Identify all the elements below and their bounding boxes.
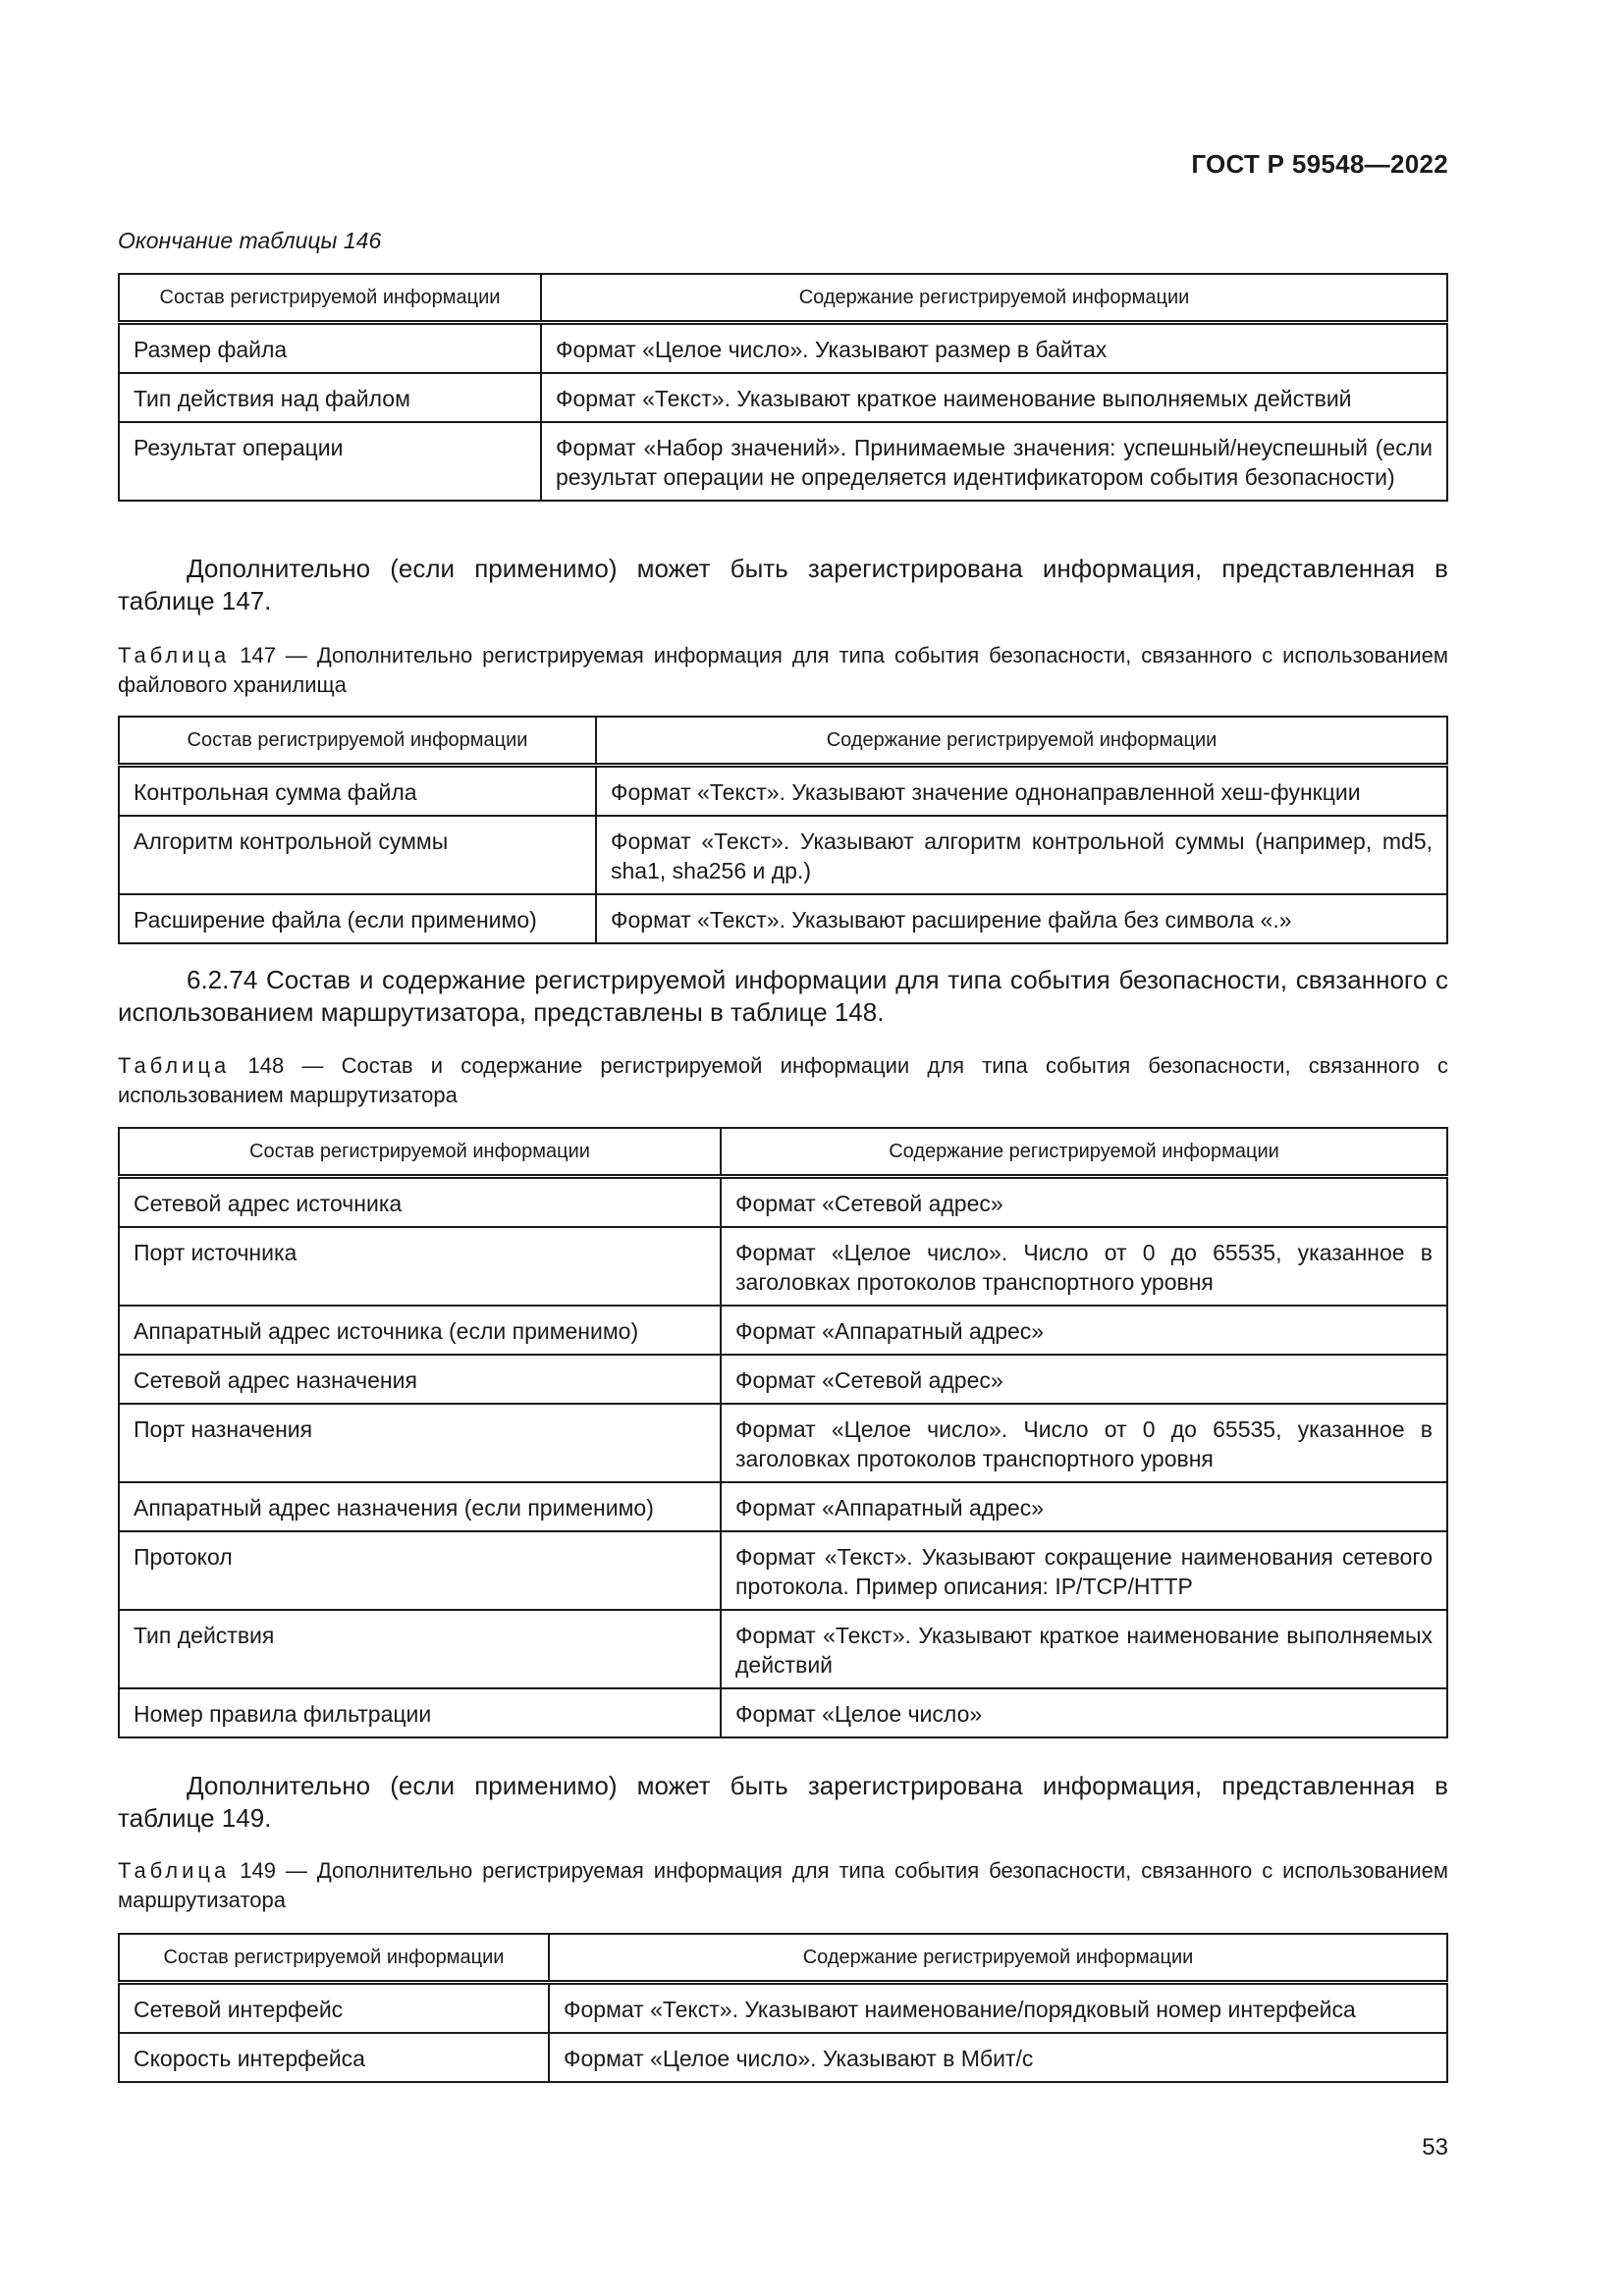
table-row: [119, 2033, 1447, 2082]
table-row: [119, 1404, 1447, 1482]
row-content: Формат «Текст». Указывают наименование/порядковый номер интерфейса: [549, 1983, 1447, 2034]
row-content: Формат «Сетевой адрес»: [721, 1355, 1447, 1404]
row-content: Формат «Текст». Указывают краткое наименование выполняемых действий: [541, 373, 1447, 422]
row-name: Контрольная сумма файла: [119, 766, 596, 817]
row-name: Расширение файла (если применимо): [119, 894, 596, 943]
table-row: [119, 894, 1447, 943]
table-146: [118, 273, 1448, 502]
table-148-caption: [118, 1051, 1448, 1110]
table-header-row: [119, 1934, 1447, 1983]
row-name: Протокол: [119, 1531, 721, 1610]
row-name: Сетевой интерфейс: [119, 1983, 549, 2034]
row-content: Формат «Целое число». Указывают в Мбит/с: [549, 2033, 1447, 2082]
row-name: Тип действия: [119, 1610, 721, 1688]
row-content: Формат «Аппаратный адрес»: [721, 1482, 1447, 1531]
table-147: [118, 716, 1448, 944]
row-name: Алгоритм контрольной суммы: [119, 816, 596, 894]
document-code: ГОСТ Р 59548—2022: [1191, 149, 1448, 179]
table-149-caption: [118, 1856, 1448, 1915]
row-content: Формат «Текст». Указывают сокращение наименования сетевого протокола. Пример описания: IP/TCP/HTTP: [721, 1531, 1447, 1610]
table-word: Таблица: [118, 643, 231, 667]
row-content: Формат «Текст». Указывают краткое наименование выполняемых действий: [721, 1610, 1447, 1688]
table-row: [119, 422, 1447, 501]
paragraph-6-2-74: 6.2.74 Состав и содержание регистрируемой информации для типа события безопасности, связанного с использованием маршрутизатора, представлены в таблице 148.: [118, 965, 1448, 1027]
column-header-composition: Состав регистрируемой информации: [119, 274, 541, 323]
table-row: [119, 323, 1447, 374]
paragraph-additional-149: Дополнительно (если применимо) может быть зарегистрирована информация, представленная в таблице 149.: [118, 1771, 1448, 1833]
column-header-content: Содержание регистрируемой информации: [541, 274, 1447, 323]
column-header-composition: Состав регистрируемой информации: [119, 717, 596, 766]
row-content: Формат «Сетевой адрес»: [721, 1177, 1447, 1228]
table-149: [118, 1933, 1448, 2083]
row-content: Формат «Аппаратный адрес»: [721, 1306, 1447, 1355]
table-146-continuation-caption: Окончание таблицы 146: [118, 228, 382, 253]
page-number: 53: [1422, 2134, 1448, 2161]
row-name: Тип действия над файлом: [119, 373, 541, 422]
table-header-row: [119, 274, 1447, 323]
table-row: [119, 1688, 1447, 1737]
row-name: Номер правила фильтрации: [119, 1688, 721, 1737]
table-caption-text: 147 — Дополнительно регистрируемая информация для типа события безопасности, связанного с использованием файлового хранилища: [118, 643, 1448, 697]
table-row: [119, 1610, 1447, 1688]
column-header-content: Содержание регистрируемой информации: [596, 717, 1447, 766]
table-row: [119, 1531, 1447, 1610]
table-row: [119, 816, 1447, 894]
row-content: Формат «Текст». Указывают расширение файла без символа «.»: [596, 894, 1447, 943]
row-name: Порт источника: [119, 1227, 721, 1306]
column-header-content: Содержание регистрируемой информации: [549, 1934, 1447, 1983]
table-row: [119, 1983, 1447, 2034]
table-row: [119, 1355, 1447, 1404]
row-name: Порт назначения: [119, 1404, 721, 1482]
row-content: Формат «Целое число»: [721, 1688, 1447, 1737]
row-name: Размер файла: [119, 323, 541, 374]
row-content: Формат «Целое число». Указывают размер в байтах: [541, 323, 1447, 374]
row-name: Аппаратный адрес источника (если применимо): [119, 1306, 721, 1355]
column-header-content: Содержание регистрируемой информации: [721, 1128, 1447, 1177]
row-content: Формат «Текст». Указывают значение однонаправленной хеш-функции: [596, 766, 1447, 817]
paragraph-additional-147: Дополнительно (если применимо) может быть зарегистрирована информация, представленная в таблице 147.: [118, 554, 1448, 615]
row-content: Формат «Текст». Указывают алгоритм контрольной суммы (например, md5, sha1, sha256 и др.): [596, 816, 1447, 894]
column-header-composition: Состав регистрируемой информации: [119, 1934, 549, 1983]
row-content: Формат «Целое число». Число от 0 до 65535, указанное в заголовках протоколов транспортного уровня: [721, 1227, 1447, 1306]
table-148: [118, 1127, 1448, 1738]
table-header-row: [119, 717, 1447, 766]
row-content: Формат «Набор значений». Принимаемые значения: успешный/неуспешный (если результат операции не определяется идентификатором события безопасности): [541, 422, 1447, 501]
table-147-caption: [118, 641, 1448, 700]
row-name: Аппаратный адрес назначения (если применимо): [119, 1482, 721, 1531]
row-name: Результат операции: [119, 422, 541, 501]
row-content: Формат «Целое число». Число от 0 до 65535, указанное в заголовках протоколов транспортного уровня: [721, 1404, 1447, 1482]
table-caption-text: 148 — Состав и содержание регистрируемой информации для типа события безопасности, связанного с использованием маршрутизатора: [118, 1053, 1448, 1107]
table-row: [119, 373, 1447, 422]
row-name: Сетевой адрес назначения: [119, 1355, 721, 1404]
table-row: [119, 1482, 1447, 1531]
table-row: [119, 766, 1447, 817]
row-name: Скорость интерфейса: [119, 2033, 549, 2082]
table-header-row: [119, 1128, 1447, 1177]
row-name: Сетевой адрес источника: [119, 1177, 721, 1228]
table-word: Таблица: [118, 1858, 231, 1883]
table-caption-text: 149 — Дополнительно регистрируемая информация для типа события безопасности, связанного с использованием маршрутизатора: [118, 1858, 1448, 1912]
table-word: Таблица: [118, 1053, 231, 1078]
table-row: [119, 1306, 1447, 1355]
column-header-composition: Состав регистрируемой информации: [119, 1128, 721, 1177]
table-row: [119, 1227, 1447, 1306]
table-row: [119, 1177, 1447, 1228]
